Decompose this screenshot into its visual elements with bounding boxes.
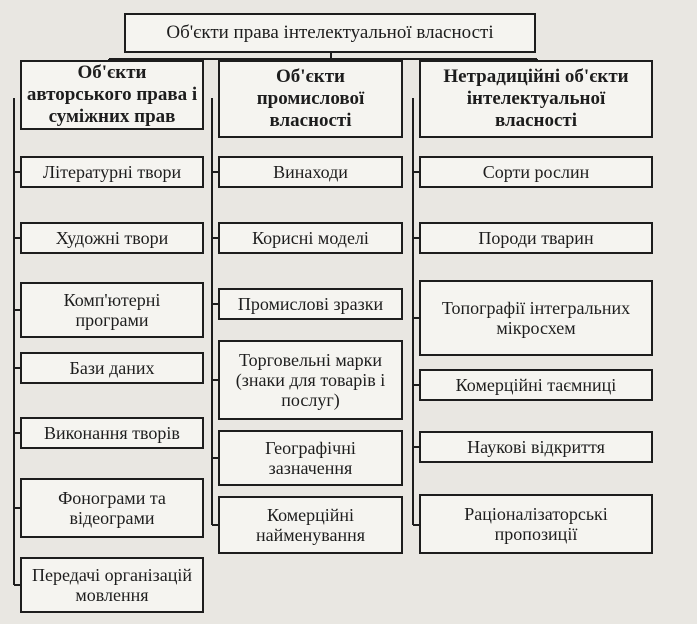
header-copyright-label: Об'єкти авторського права і суміжних прав xyxy=(26,62,198,127)
column-header-nontraditional xyxy=(419,60,653,138)
copyright-item xyxy=(20,282,204,338)
nontraditional-item xyxy=(419,222,653,254)
copyright-item-label: Бази даних xyxy=(69,358,155,378)
industrial-item xyxy=(218,156,403,188)
nontraditional-item xyxy=(419,494,653,554)
copyright-item xyxy=(20,557,204,613)
nontraditional-item xyxy=(419,431,653,463)
copyright-item-label: Передачі організацій мовлення xyxy=(31,565,193,605)
industrial-item-label: Промислові зразки xyxy=(237,294,384,314)
industrial-item xyxy=(218,222,403,254)
copyright-item xyxy=(20,478,204,538)
copyright-item xyxy=(20,156,204,188)
nontraditional-item-label: Породи тварин xyxy=(478,228,594,248)
industrial-item-label: Комерційні найменування xyxy=(255,505,366,545)
header-nontraditional-label: Нетрадиційні об'єкти інтелектуальної власності xyxy=(443,66,629,131)
copyright-item xyxy=(20,417,204,449)
copyright-item xyxy=(20,352,204,384)
copyright-item-label: Художні твори xyxy=(55,228,169,248)
column-header-industrial xyxy=(218,60,403,138)
industrial-item-label: Географічні зазначення xyxy=(265,438,356,478)
industrial-item-label: Винаходи xyxy=(273,162,348,182)
copyright-item-label: Фонограми та відеограми xyxy=(58,488,166,528)
copyright-item xyxy=(20,222,204,254)
copyright-item-label: Виконання творів xyxy=(44,423,180,443)
nontraditional-item-label: Сорти рослин xyxy=(482,162,590,182)
industrial-item xyxy=(218,496,403,554)
root-box xyxy=(124,13,536,53)
industrial-item-label: Корисні моделі xyxy=(252,228,369,248)
column-header-copyright xyxy=(20,60,204,130)
industrial-item xyxy=(218,288,403,320)
header-industrial-label: Об'єкти промислової власності xyxy=(256,66,365,131)
nontraditional-item xyxy=(419,369,653,401)
root-label: Об'єкти права інтелектуальної власності xyxy=(166,22,494,43)
copyright-item-label: Літературні твори xyxy=(42,162,182,182)
nontraditional-item-label: Комерційні таємниці xyxy=(455,375,617,395)
nontraditional-item-label: Наукові відкриття xyxy=(467,437,605,457)
nontraditional-item xyxy=(419,280,653,356)
nontraditional-item-label: Раціоналізаторські пропозиції xyxy=(464,504,608,544)
industrial-item-label: Торговельні марки (знаки для товарів і послуг) xyxy=(235,350,386,410)
nontraditional-item-label: Топографії інтегральних мікросхем xyxy=(441,298,631,338)
nontraditional-item xyxy=(419,156,653,188)
copyright-item-label: Комп'ютерні програми xyxy=(63,290,161,330)
industrial-item xyxy=(218,430,403,486)
industrial-item xyxy=(218,340,403,420)
